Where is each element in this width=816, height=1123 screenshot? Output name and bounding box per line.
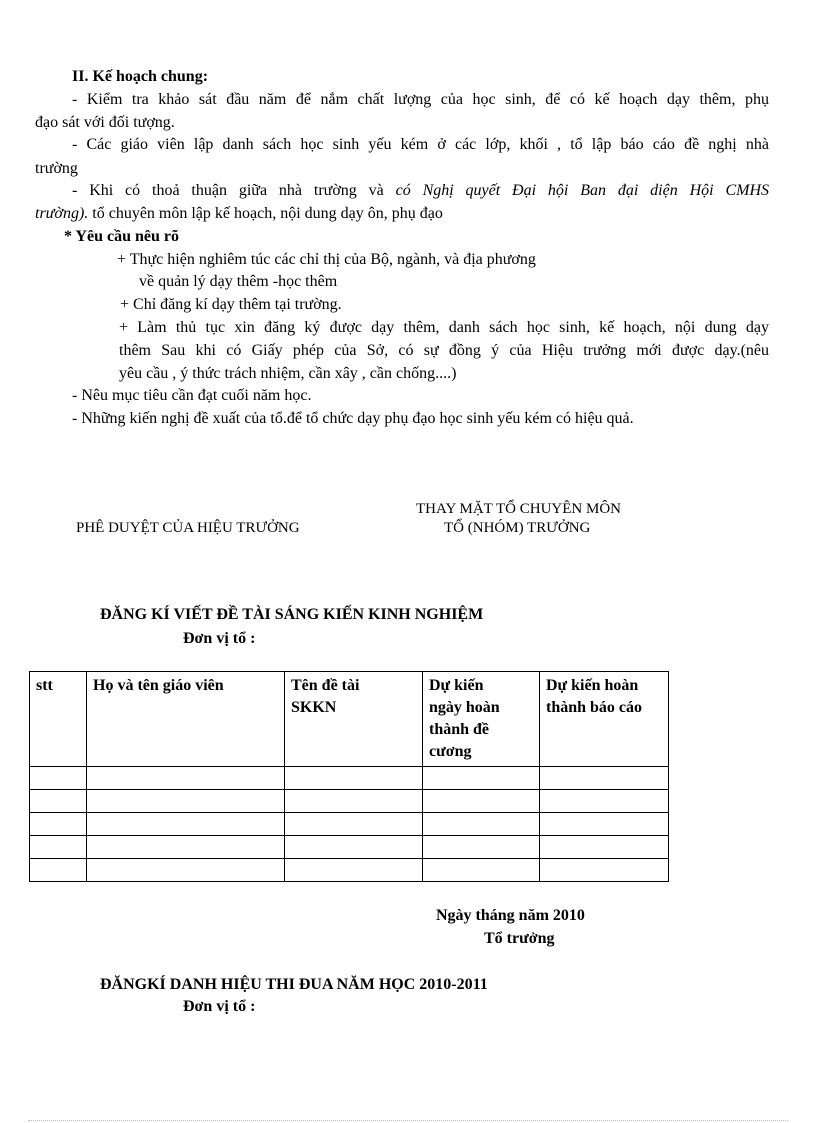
table-cell[interactable] [423, 859, 540, 882]
skkn-title: ĐĂNG KÍ VIẾT ĐỀ TÀI SÁNG KIẾN KINH NGHIỆM [100, 606, 484, 623]
requirement-3-line-3: yêu cầu , ý thức trách nhiệm, cần xây , cần chống....) [119, 365, 457, 382]
table-cell[interactable] [540, 813, 669, 836]
paragraph-3-italic-tail: trường). [35, 205, 89, 222]
header-outline-deadline-line-4: cương [429, 743, 472, 760]
paragraph-1-line-2: đạo sát với đối tượng. [35, 114, 175, 131]
table-cell[interactable] [540, 767, 669, 790]
page-bottom-divider [28, 1120, 788, 1121]
requirement-3-line-2: thêm Sau khi có Giấy phép của Sở, có sự đồng ý của Hiệu trưởng mới được dạy.(nêu [119, 342, 769, 359]
table-cell[interactable] [423, 813, 540, 836]
table-cell[interactable] [87, 859, 285, 882]
table-cell[interactable] [87, 767, 285, 790]
signature-right-line-1: THAY MẶT TỔ CHUYÊN MÔN [416, 501, 622, 517]
header-report-deadline [540, 672, 669, 767]
paragraph-2-line-2: trường [35, 160, 78, 177]
skkn-table-body [30, 767, 669, 882]
header-teacher-name-line: Họ và tên giáo viên [93, 677, 224, 694]
table-cell[interactable] [30, 859, 87, 882]
paragraph-1-line-1: - Kiểm tra khảo sát đầu năm để nắm chất lượng của học sinh, để có kế hoạch dạy thêm, phụ [72, 91, 769, 108]
paragraph-2-line-1: - Các giáo viên lập danh sách học sinh yếu kém ở các lớp, khối , tổ lập báo cáo đề nghị nhà [72, 136, 769, 153]
table-row [30, 859, 669, 882]
paragraph-3-line-1 [72, 181, 769, 201]
skkn-unit: Đơn vị tổ : [183, 630, 256, 647]
table-cell[interactable] [30, 790, 87, 813]
requirement-3-line-1: + Làm thủ tục xin đăng ký được dạy thêm, danh sách học sinh, kế hoạch, nội dung dạy [119, 319, 769, 336]
table-cell[interactable] [30, 767, 87, 790]
requirement-1-line-2: về quản lý dạy thêm -học thêm [139, 273, 338, 290]
signer-title: Tổ trưởng [484, 930, 555, 947]
header-stt [30, 672, 87, 767]
table-row [30, 813, 669, 836]
header-outline-deadline-line-1: Dự kiến [429, 677, 484, 694]
table-cell[interactable] [30, 836, 87, 859]
signature-left: PHÊ DUYỆT CỦA HIỆU TRƯỞNG [76, 520, 300, 536]
table-cell[interactable] [423, 767, 540, 790]
skkn-table [29, 671, 669, 882]
paragraph-3-plain-tail: tổ chuyên môn lập kế hoạch, nội dung dạy ôn, phụ đạo [88, 205, 443, 222]
requirement-1-line-1: + Thực hiện nghiêm túc các chỉ thị của Bộ, ngành, và địa phương [117, 251, 536, 268]
table-cell[interactable] [285, 836, 423, 859]
table-cell[interactable] [285, 859, 423, 882]
header-topic-name [285, 672, 423, 767]
table-cell[interactable] [30, 813, 87, 836]
header-teacher-name [87, 672, 285, 767]
header-report-deadline-line-2: thành báo cáo [546, 699, 643, 716]
header-outline-deadline-line-2: ngày hoàn [429, 699, 500, 716]
emulation-title: ĐĂNGKÍ DANH HIỆU THI ĐUA NĂM HỌC 2010-2011 [100, 976, 488, 993]
header-outline-deadline-line-3: thành đề [429, 721, 490, 738]
header-topic-name-line-2: SKKN [291, 699, 337, 716]
skkn-table-header-row [30, 672, 669, 767]
paragraph-4: - Nêu mục tiêu cần đạt cuối năm học. [72, 387, 312, 404]
table-cell[interactable] [423, 790, 540, 813]
paragraph-3-italic-text: có Nghị quyết Đại hội Ban đại diện Hội CMHS [395, 182, 769, 199]
table-cell[interactable] [87, 790, 285, 813]
table-row [30, 836, 669, 859]
section-heading: II. Kế hoạch chung: [72, 68, 209, 85]
header-stt-line: stt [36, 677, 53, 694]
table-cell[interactable] [285, 767, 423, 790]
date-line: Ngày tháng năm 2010 [436, 907, 585, 924]
paragraph-3-plain-text: - Khi có thoả thuận giữa nhà trường và [72, 182, 396, 199]
table-cell[interactable] [87, 836, 285, 859]
requirements-heading: * Yêu cầu nêu rõ [64, 228, 179, 245]
header-outline-deadline [423, 672, 540, 767]
emulation-unit: Đơn vị tổ : [183, 998, 256, 1015]
table-cell[interactable] [540, 859, 669, 882]
header-report-deadline-line-1: Dự kiến hoàn [546, 677, 639, 694]
table-cell[interactable] [540, 836, 669, 859]
table-cell[interactable] [540, 790, 669, 813]
header-topic-name-line-1: Tên đề tài [291, 677, 360, 694]
table-cell[interactable] [285, 790, 423, 813]
requirement-2: + Chỉ đăng kí dạy thêm tại trường. [120, 296, 342, 313]
table-row [30, 790, 669, 813]
signature-right-line-2: TỔ (NHÓM) TRƯỞNG [444, 520, 591, 536]
paragraph-5: - Những kiến nghị đề xuất của tổ.để tổ chức dạy phụ đạo học sinh yếu kém có hiệu quả. [72, 410, 634, 427]
table-cell[interactable] [285, 813, 423, 836]
paragraph-3-line-2 [35, 204, 443, 224]
table-cell[interactable] [423, 836, 540, 859]
table-cell[interactable] [87, 813, 285, 836]
table-row [30, 767, 669, 790]
